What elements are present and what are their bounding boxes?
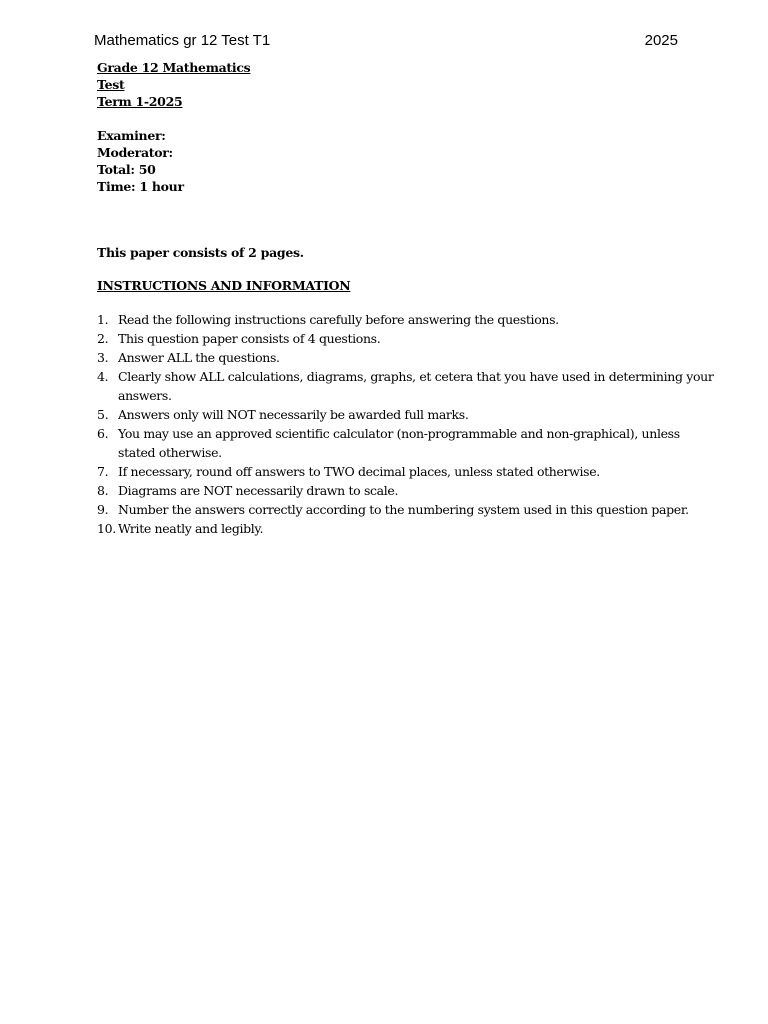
title-block — [97, 59, 717, 110]
instruction-number: 9. — [97, 502, 109, 517]
instruction-number: 7. — [97, 464, 109, 479]
instruction-text: Clearly show ALL calculations, diagrams, graphs, et cetera that you have used in determining your answers. — [118, 369, 714, 403]
instruction-text: Diagrams are NOT necessarily drawn to scale. — [118, 483, 399, 498]
examiner-label: Examiner: — [97, 128, 166, 143]
instruction-number: 1. — [97, 312, 109, 327]
instruction-number: 6. — [97, 426, 109, 441]
instruction-number: 4. — [97, 369, 109, 384]
instruction-text: Read the following instructions carefully before answering the questions. — [118, 312, 559, 327]
instruction-item — [97, 310, 717, 329]
time-allowed: Time: 1 hour — [97, 179, 184, 194]
instruction-text: You may use an approved scientific calculator (non-programmable and non-graphical), unless stated otherwise. — [118, 426, 680, 460]
instruction-number: 3. — [97, 350, 109, 365]
title-term: Term 1-2025 — [97, 94, 183, 109]
instructions-list — [97, 310, 717, 538]
instruction-item — [97, 500, 717, 519]
pages-note: This paper consists of 2 pages. — [97, 245, 304, 260]
instruction-text: Write neatly and legibly. — [118, 521, 264, 536]
instructions-heading: INSTRUCTIONS AND INFORMATION — [97, 278, 351, 293]
instruction-item — [97, 424, 717, 462]
instruction-number: 2. — [97, 331, 109, 346]
instruction-item — [97, 519, 717, 538]
meta-block — [97, 127, 717, 195]
instruction-item — [97, 329, 717, 348]
instruction-text: This question paper consists of 4 questions. — [118, 331, 381, 346]
instruction-item — [97, 405, 717, 424]
moderator-label: Moderator: — [97, 145, 173, 160]
instruction-item — [97, 462, 717, 481]
document-body — [97, 59, 717, 538]
title-test: Test — [97, 77, 125, 92]
instruction-text: Answer ALL the questions. — [118, 350, 280, 365]
instruction-text: Number the answers correctly according to the numbering system used in this question paper. — [118, 502, 689, 517]
header-subject: Mathematics gr 12 Test T1 — [94, 31, 271, 49]
instruction-number: 8. — [97, 483, 109, 498]
instruction-number: 5. — [97, 407, 109, 422]
header-year: 2025 — [644, 31, 678, 49]
total-marks: Total: 50 — [97, 162, 156, 177]
instruction-number: 10. — [97, 521, 116, 536]
instruction-text: Answers only will NOT necessarily be awarded full marks. — [118, 407, 469, 422]
instruction-item — [97, 367, 717, 405]
page-header — [94, 29, 678, 51]
instruction-text: If necessary, round off answers to TWO decimal places, unless stated otherwise. — [118, 464, 600, 479]
instruction-item — [97, 481, 717, 500]
title-grade: Grade 12 Mathematics — [97, 60, 251, 75]
instruction-item — [97, 348, 717, 367]
